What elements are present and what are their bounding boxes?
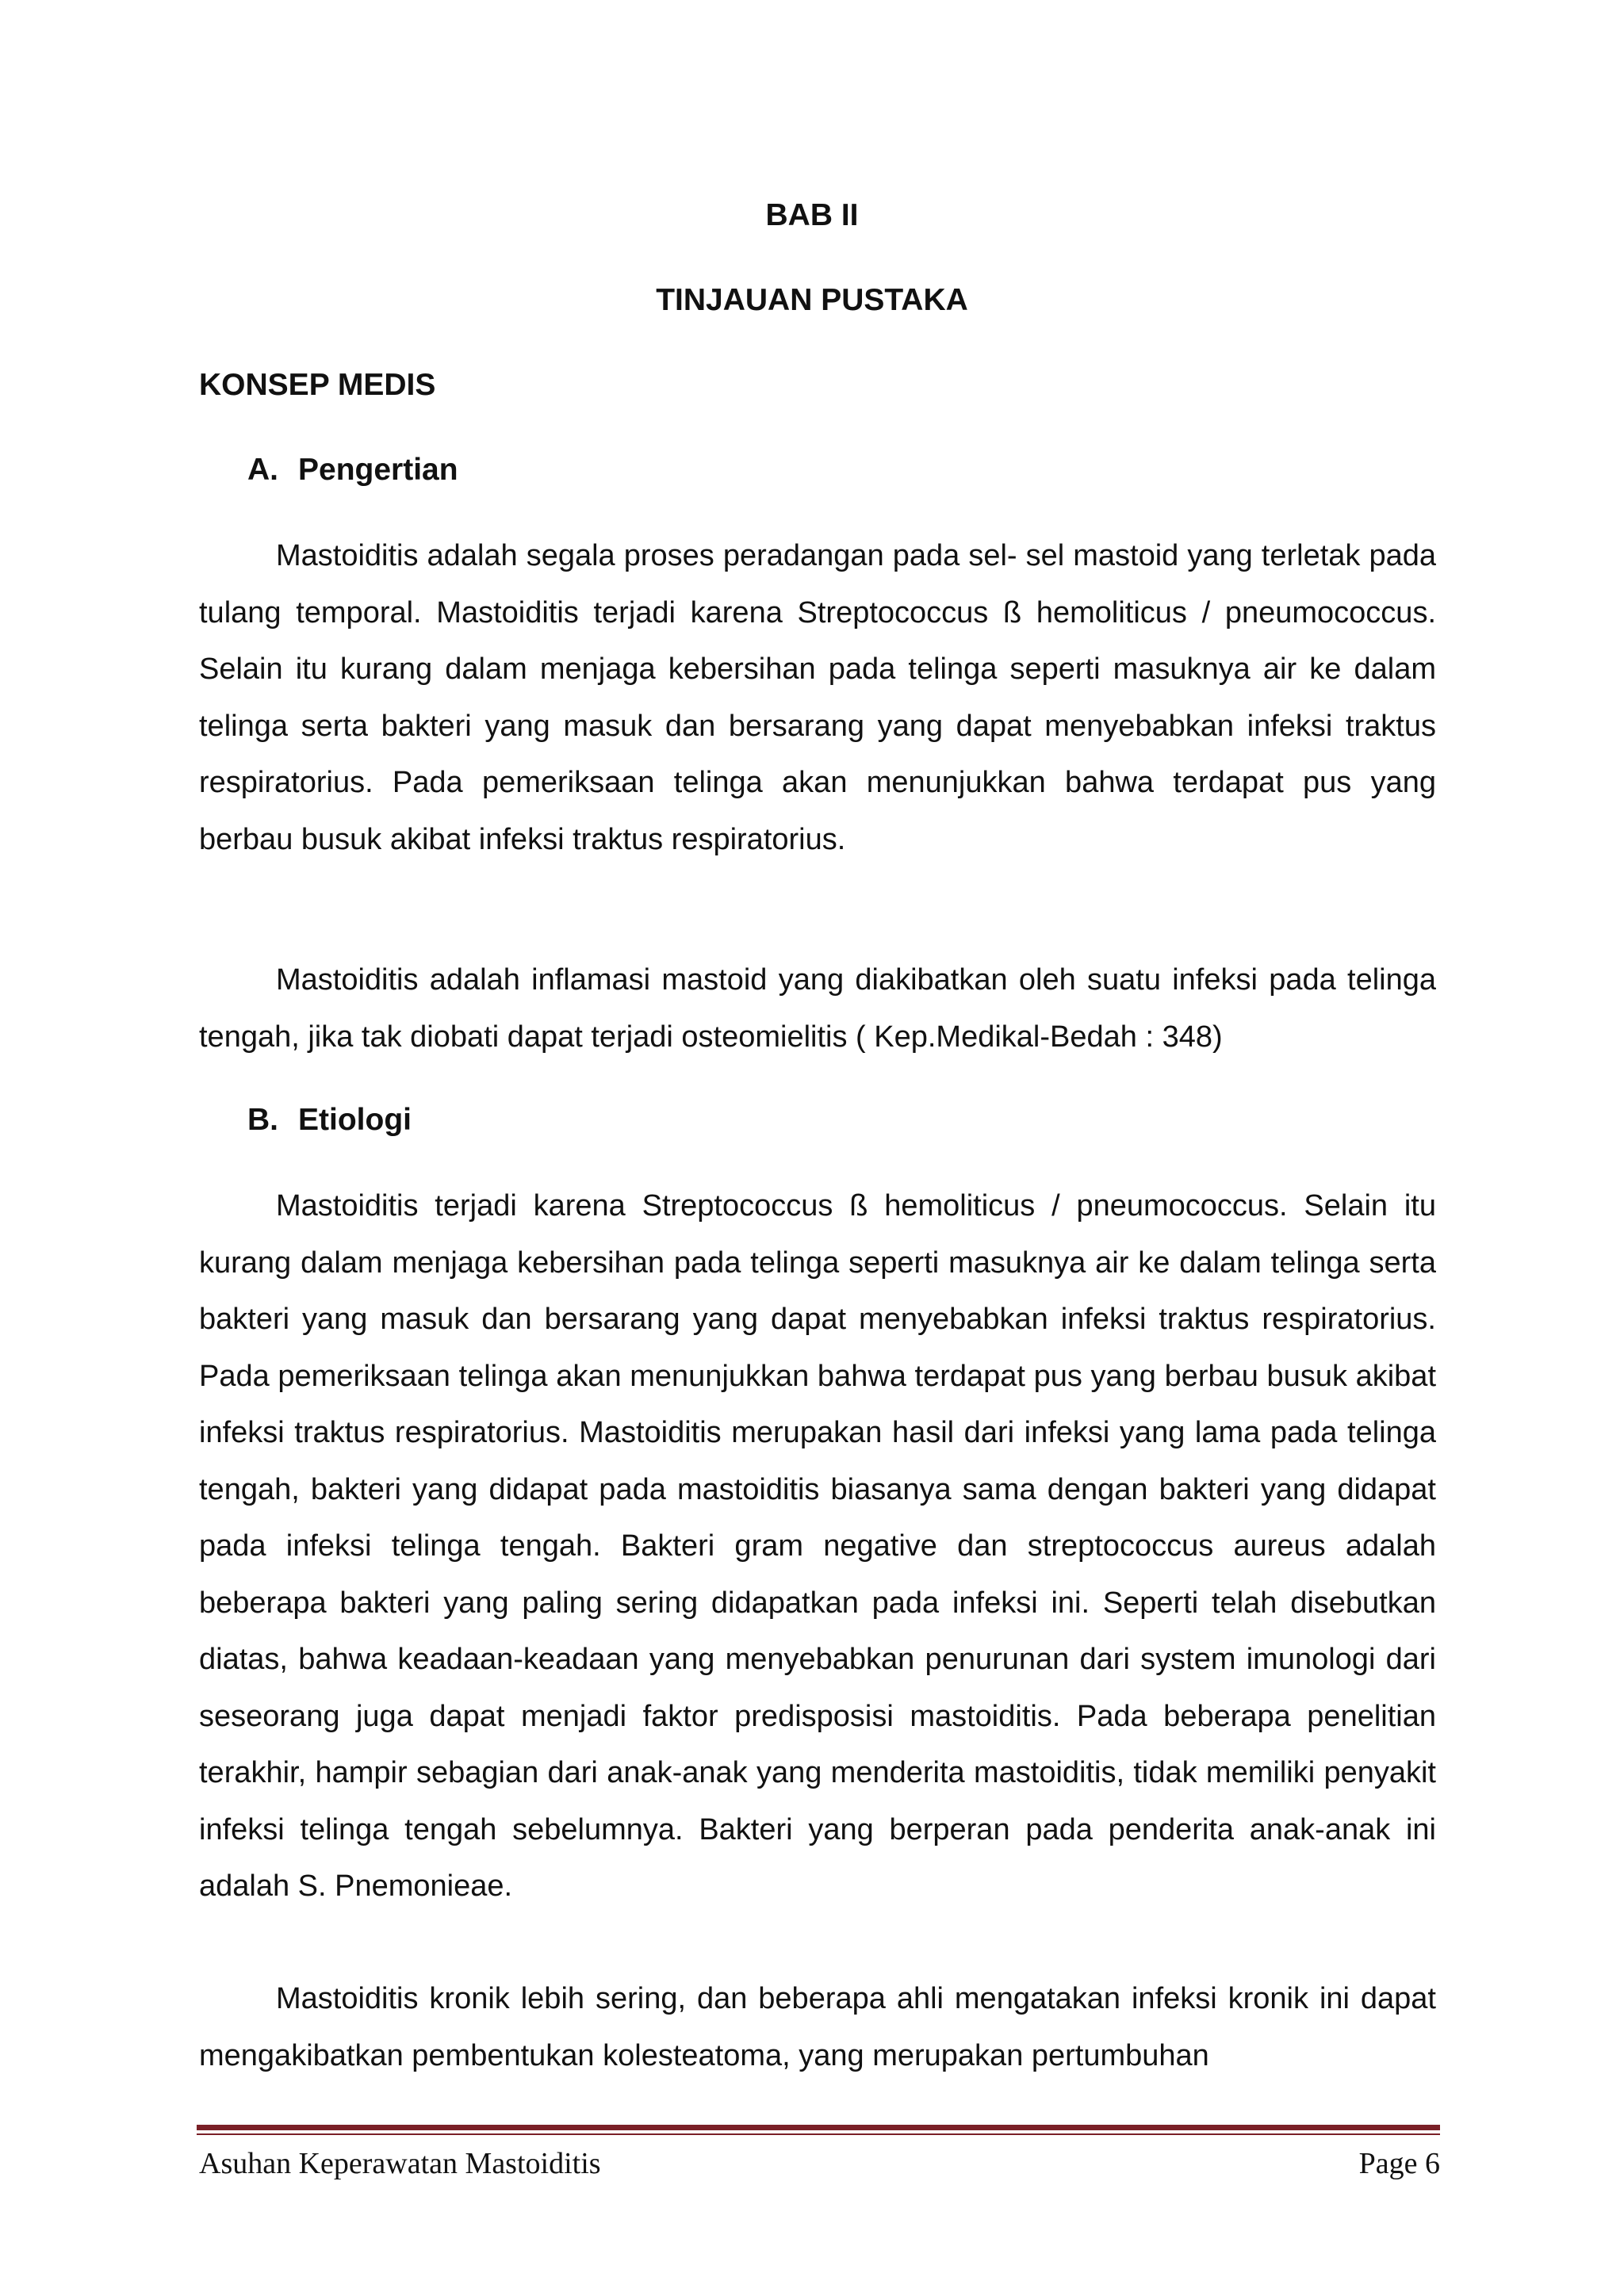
paragraph-etiologi-1: Mastoiditis terjadi karena Streptococcus ß hemoliticus / pneumococcus. Selain itu kurang dalam menjaga kebersihan pada telinga seperti masuknya air ke dalam telinga serta bakteri yang masuk dan bersarang yang dapat menyebabkan infeksi traktus respiratorius. Pada pemeriksaan telinga akan menunjukkan bahwa terdapat pus yang berbau busuk akibat infeksi traktus respiratorius. Mastoiditis merupakan hasil dari infeksi yang lama pada telinga tengah, bakteri yang didapat pada mastoiditis biasanya sama dengan bakteri yang didapat pada infeksi telinga tengah. Bakteri gram negative dan streptococcus aureus adalah beberapa bakteri yang paling sering didapatkan pada infeksi ini. Seperti telah disebutkan diatas, bahwa keadaan-keadaan yang menyebabkan penurunan dari system imunologi dari seseorang juga dapat menjadi faktor predisposisi mastoiditis. Pada beberapa penelitian terakhir, hampir sebagian dari anak-anak yang menderita mastoiditis, tidak memiliki penyakit infeksi telinga tengah sebelumnya. Bakteri yang berperan pada penderita anak-anak ini adalah S. Pnemonieae. [199, 1189, 1436, 1903]
subsection-title: Pengertian [298, 453, 458, 487]
subsection-letter: B. [247, 1103, 278, 1137]
paragraph-etiologi-2: Mastoiditis kronik lebih sering, dan beberapa ahli mengatakan infeksi kronik ini dapat mengakibatkan pembentukan kolesteatoma, yang merupakan pertumbuhan [199, 1982, 1436, 2072]
chapter-title: TINJAUAN PUSTAKA [656, 283, 968, 317]
section-title: KONSEP MEDIS [199, 368, 436, 402]
footer-rule-thin [197, 2133, 1440, 2135]
page-number: Page 6 [1358, 2147, 1440, 2180]
subsection-title: Etiologi [298, 1103, 412, 1137]
subsection-letter: A. [247, 453, 278, 487]
paragraph-pengertian-1: Mastoiditis adalah segala proses peradangan pada sel- sel mastoid yang terletak pada tulang temporal. Mastoiditis terjadi karena Streptococcus ß hemoliticus / pneumococcus. Selain itu kurang dalam menjaga kebersihan pada telinga seperti masuknya air ke dalam telinga serta bakteri yang masuk dan bersarang yang dapat menyebabkan infeksi traktus respiratorius. Pada pemeriksaan telinga akan menunjukkan bahwa terdapat pus yang berbau busuk akibat infeksi traktus respiratorius. [199, 539, 1436, 856]
footer-title: Asuhan Keperawatan Mastoiditis [199, 2147, 601, 2180]
subsection-heading-b [247, 1101, 412, 1139]
paragraph-pengertian-2: Mastoiditis adalah inflamasi mastoid yang diakibatkan oleh suatu infeksi pada telinga tengah, jika tak diobati dapat terjadi osteomielitis ( Kep.Medikal-Bedah : 348) [199, 963, 1436, 1054]
chapter-number: BAB II [765, 198, 859, 232]
footer-rule [197, 2125, 1440, 2130]
subsection-heading-a [247, 451, 458, 489]
